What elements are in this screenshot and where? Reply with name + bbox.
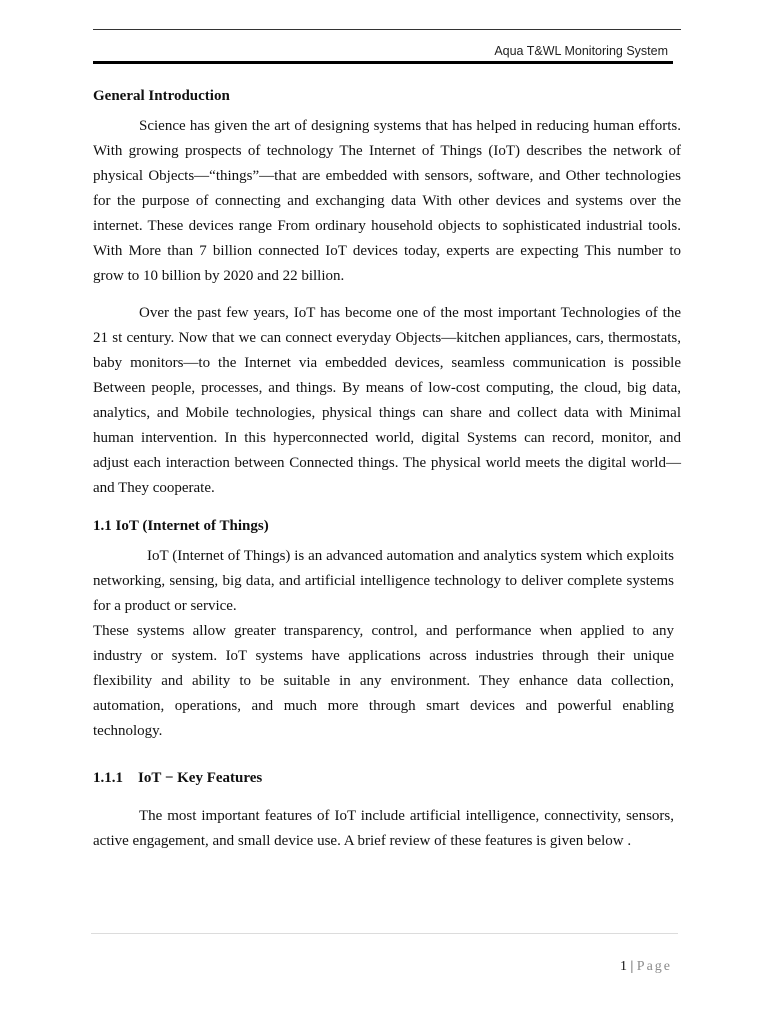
page-body — [93, 86, 681, 854]
header-rule — [93, 61, 673, 64]
intro-paragraph-1: Science has given the art of designing systems that has helped in reducing human efforts. With growing prospects of technology The Internet of Things (IoT) describes the network of physical Objects—“things”—that are embedded with sensors, software, and Other technologies for the purpose of connecting and exchanging data With other devices and systems over the internet. These devices range From ordinary household objects to sophisticated industrial tools. With More than 7 billion connected IoT devices today, experts are expecting This number to grow to 10 billion by 2020 and 22 billion. — [93, 118, 681, 284]
footer-rule — [91, 933, 678, 934]
iot-paragraph-2: These systems allow greater transparency, control, and performance when applied to any industry or system. IoT systems have applications across industries through their unique flexibility and ability to be suitable in any environment. They enhance data collection, automation, operations, and much more through smart devices and powerful enabling technology. — [93, 623, 674, 739]
subsection-number: 1.1.1 — [93, 770, 123, 786]
page-separator: | — [630, 959, 634, 974]
running-header-title: Aqua T&WL Monitoring System — [494, 44, 668, 58]
section-heading-general-introduction: General Introduction — [93, 88, 230, 104]
section-heading-iot: 1.1 IoT (Internet of Things) — [93, 518, 269, 534]
page-footer — [620, 959, 672, 975]
page-number: 1 — [619, 959, 627, 974]
features-paragraph-1: The most important features of IoT include artificial intelligence, connectivity, sensors, active engagement, and small device use. A brief review of these features is given below . — [93, 808, 674, 849]
page-label: Page — [636, 959, 672, 974]
intro-paragraph-2: Over the past few years, IoT has become one of the most important Technologies of the 21 st century. Now that we can connect everyday Objects—kitchen appliances, cars, thermostats, baby monitors—to the Internet via embedded devices, seamless communication is possible Between people, processes, and things. By means of low-cost computing, the cloud, big data, analytics, and Mobile technologies, physical things can share and collect data with Minimal human intervention. In this hyperconnected world, digital Systems can record, monitor, and adjust each interaction between Connected things. The physical world meets the digital world—and They cooperate. — [93, 305, 681, 496]
subsection-title: IoT − Key Features — [138, 770, 263, 786]
top-rule — [93, 29, 681, 30]
iot-paragraph-1: IoT (Internet of Things) is an advanced automation and analytics system which exploits networking, sensing, big data, and artificial intelligence technology to deliver complete systems for a product or service. — [93, 548, 674, 614]
subsection-heading-key-features — [93, 768, 681, 788]
